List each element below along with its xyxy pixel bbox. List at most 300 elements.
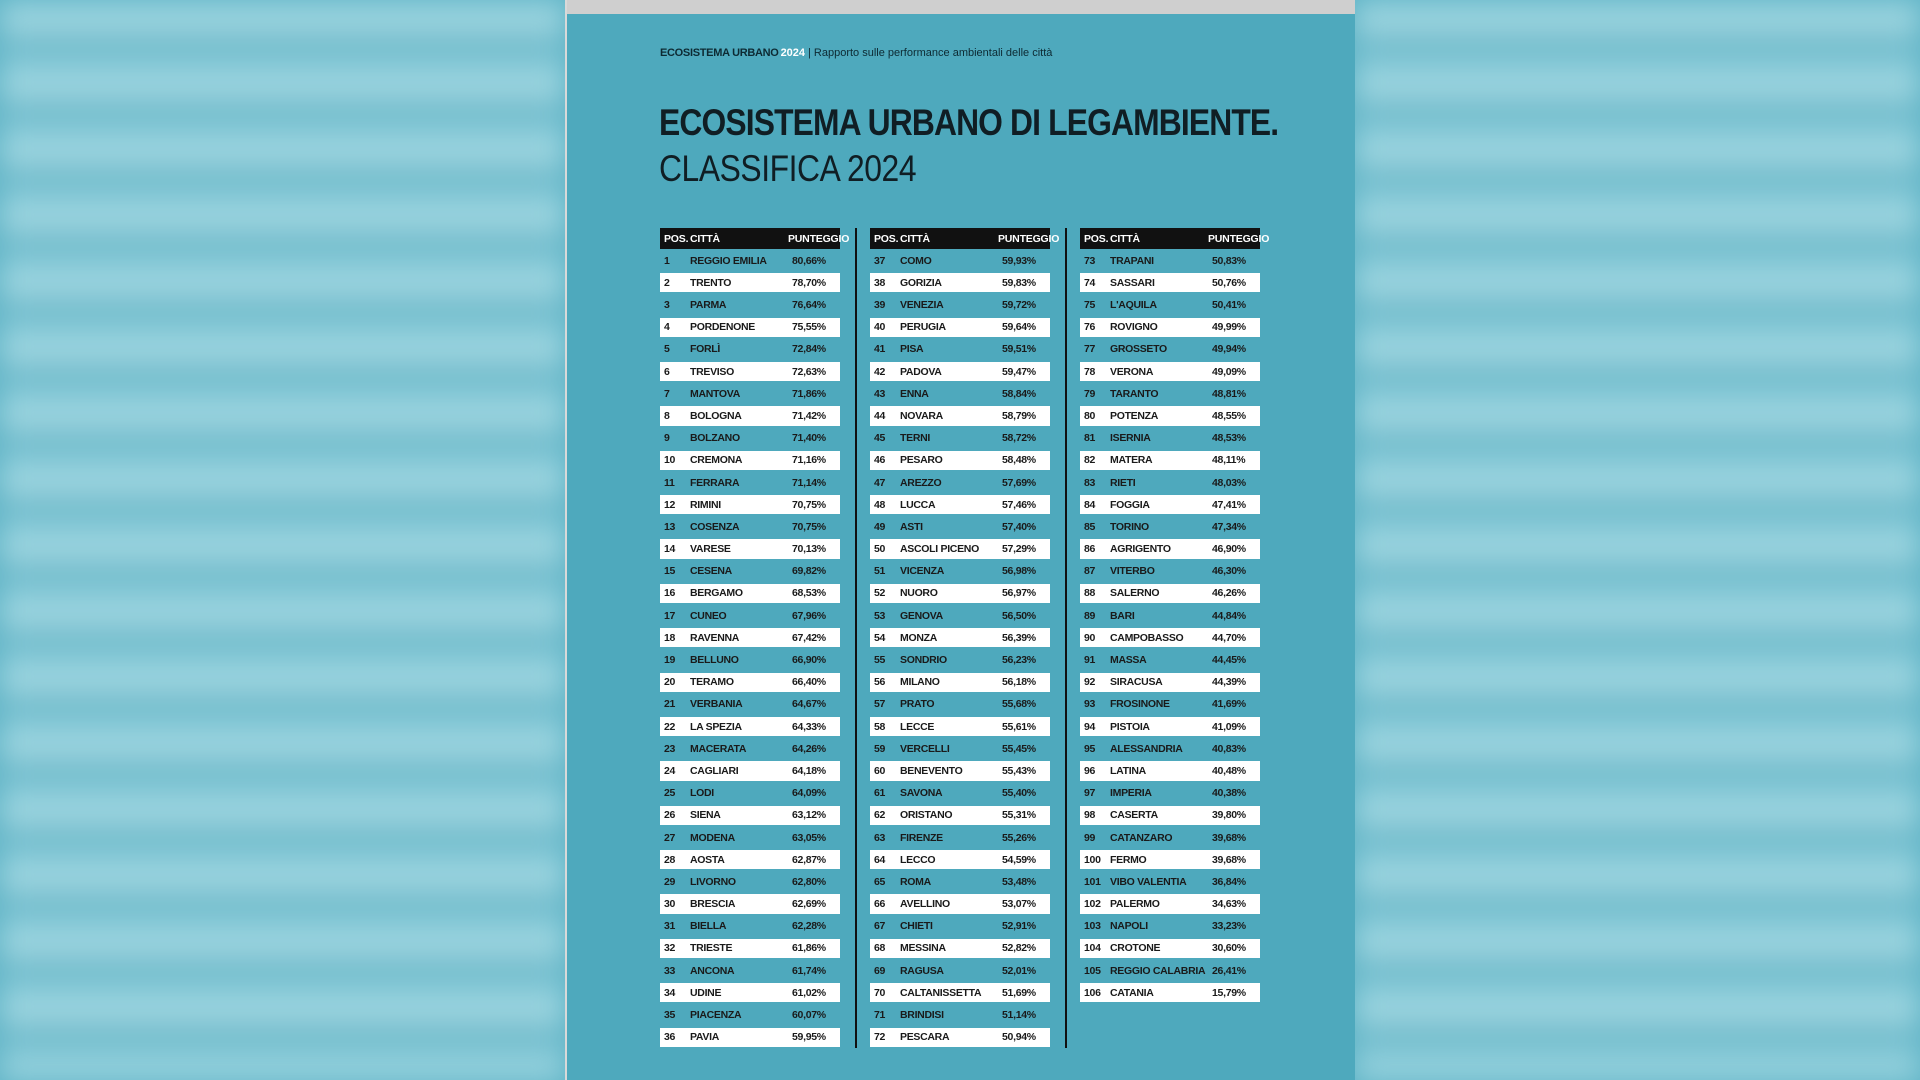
row-score: 56,18%: [1002, 676, 1036, 689]
table-row: [660, 650, 840, 669]
row-city: SASSARI: [1110, 276, 1155, 289]
table-row: [660, 939, 840, 958]
row-position: 32: [664, 942, 676, 955]
row-city: MATERA: [1110, 454, 1153, 467]
row-score: 64,67%: [792, 698, 826, 711]
table-row: [870, 761, 1050, 780]
row-city: TRENTO: [690, 276, 732, 289]
row-city: ROMA: [900, 875, 931, 888]
row-score: 34,63%: [1212, 898, 1246, 911]
row-city: BIELLA: [690, 920, 727, 933]
row-city: MESSINA: [900, 942, 946, 955]
row-score: 48,55%: [1212, 409, 1246, 422]
row-city: VARESE: [690, 543, 731, 556]
row-city: FERMO: [1110, 853, 1147, 866]
row-position: 38: [874, 276, 886, 289]
row-position: 98: [1084, 809, 1096, 822]
table-row: [660, 251, 840, 270]
row-position: 11: [664, 476, 675, 489]
row-city: ENNA: [900, 387, 929, 400]
row-city: FERRARA: [690, 476, 740, 489]
row-city: PADOVA: [900, 365, 942, 378]
row-score: 59,95%: [792, 1031, 826, 1044]
row-city: RAGUSA: [900, 964, 944, 977]
row-position: 24: [664, 764, 676, 777]
page-subtitle: CLASSIFICA 2024: [659, 148, 917, 189]
row-position: 105: [1084, 964, 1101, 977]
row-position: 59: [874, 742, 886, 755]
table-row: [660, 673, 840, 692]
row-score: 62,69%: [792, 898, 826, 911]
table-row: [870, 1028, 1050, 1047]
table-row: [1080, 806, 1260, 825]
row-city: MODENA: [690, 831, 735, 844]
row-score: 57,46%: [1002, 498, 1036, 511]
row-score: 63,05%: [792, 831, 826, 844]
row-score: 70,75%: [792, 498, 826, 511]
table-row: [1080, 273, 1260, 292]
row-score: 69,82%: [792, 565, 826, 578]
row-city: BELLUNO: [690, 654, 739, 667]
table-row: [1080, 318, 1260, 337]
row-position: 49: [874, 520, 886, 533]
table-row: [660, 1005, 840, 1024]
row-score: 47,41%: [1212, 498, 1246, 511]
row-position: 66: [874, 898, 886, 911]
table-row: [1080, 362, 1260, 381]
table-row: [870, 562, 1050, 581]
row-score: 50,83%: [1212, 254, 1246, 267]
table-row: [660, 1028, 840, 1047]
header-pos: POS.: [664, 232, 689, 245]
row-city: NUORO: [900, 587, 938, 600]
row-city: AGRIGENTO: [1110, 543, 1171, 556]
table-row: [870, 539, 1050, 558]
row-position: 33: [664, 964, 676, 977]
row-position: 41: [874, 343, 886, 356]
row-position: 29: [664, 875, 676, 888]
table-row: [1080, 517, 1260, 536]
row-score: 39,68%: [1212, 831, 1246, 844]
row-score: 52,01%: [1002, 964, 1036, 977]
row-city: UDINE: [690, 986, 722, 999]
row-position: 70: [874, 986, 886, 999]
row-position: 60: [874, 764, 886, 777]
row-position: 8: [664, 409, 670, 422]
page-top-bar: [567, 0, 1355, 14]
row-position: 20: [664, 676, 676, 689]
row-city: MONZA: [900, 631, 937, 644]
row-position: 94: [1084, 720, 1096, 733]
table-row: [660, 517, 840, 536]
row-score: 15,79%: [1212, 986, 1246, 999]
row-city: MACERATA: [690, 742, 747, 755]
row-position: 34: [664, 986, 676, 999]
row-city: SIRACUSA: [1110, 676, 1163, 689]
row-city: LECCE: [900, 720, 935, 733]
table-row: [660, 894, 840, 913]
row-city: PORDENONE: [690, 321, 755, 334]
row-city: MANTOVA: [690, 387, 741, 400]
row-score: 57,40%: [1002, 520, 1036, 533]
row-score: 41,09%: [1212, 720, 1246, 733]
row-position: 46: [874, 454, 886, 467]
row-position: 73: [1084, 254, 1096, 267]
row-city: CASERTA: [1110, 809, 1158, 822]
row-city: TRIESTE: [690, 942, 733, 955]
row-score: 68,53%: [792, 587, 826, 600]
row-city: FORLÌ: [690, 343, 720, 356]
row-city: PESARO: [900, 454, 943, 467]
row-city: AVELLINO: [900, 898, 950, 911]
header-pos: POS.: [874, 232, 899, 245]
row-score: 52,82%: [1002, 942, 1036, 955]
row-position: 14: [664, 543, 676, 556]
row-score: 48,53%: [1212, 432, 1246, 445]
row-position: 21: [664, 698, 676, 711]
table-row: [1080, 695, 1260, 714]
table-row: [660, 318, 840, 337]
row-city: GORIZIA: [900, 276, 942, 289]
table-row: [1080, 983, 1260, 1002]
row-score: 57,29%: [1002, 543, 1036, 556]
row-position: 78: [1084, 365, 1096, 378]
row-position: 6: [664, 365, 670, 378]
row-city: MASSA: [1110, 654, 1147, 667]
row-score: 26,41%: [1212, 964, 1246, 977]
row-city: PESCARA: [900, 1031, 950, 1044]
row-position: 64: [874, 853, 886, 866]
header-subtitle: Rapporto sulle performance ambientali delle città: [813, 47, 1053, 59]
table-row: [660, 473, 840, 492]
row-city: ASCOLI PICENO: [900, 543, 979, 556]
row-score: 58,84%: [1002, 387, 1036, 400]
row-city: LODI: [690, 787, 714, 800]
table-row: [1080, 406, 1260, 425]
table-row: [870, 251, 1050, 270]
row-score: 48,03%: [1212, 476, 1246, 489]
table-row: [870, 606, 1050, 625]
row-city: RAVENNA: [690, 631, 740, 644]
row-score: 70,13%: [792, 543, 826, 556]
row-city: TREVISO: [690, 365, 734, 378]
row-city: PIACENZA: [690, 1009, 742, 1022]
table-row: [870, 939, 1050, 958]
row-city: IMPERIA: [1110, 787, 1152, 800]
row-position: 4: [664, 321, 670, 334]
row-position: 79: [1084, 387, 1096, 400]
row-score: 71,40%: [792, 432, 826, 445]
row-score: 76,64%: [792, 299, 826, 312]
row-position: 39: [874, 299, 886, 312]
row-position: 74: [1084, 276, 1096, 289]
row-position: 82: [1084, 454, 1096, 467]
column-divider: [1065, 228, 1067, 1048]
row-city: GENOVA: [900, 609, 943, 622]
row-city: TERAMO: [690, 676, 734, 689]
table-row: [870, 872, 1050, 891]
row-city: PISA: [900, 343, 924, 356]
row-score: 75,55%: [792, 321, 826, 334]
row-score: 50,76%: [1212, 276, 1246, 289]
table-row: [660, 606, 840, 625]
row-score: 67,96%: [792, 609, 826, 622]
row-city: ANCONA: [690, 964, 735, 977]
table-row: [870, 429, 1050, 448]
row-position: 102: [1084, 898, 1101, 911]
row-score: 58,72%: [1002, 432, 1036, 445]
table-row: [660, 872, 840, 891]
row-city: CAMPOBASSO: [1110, 631, 1184, 644]
table-row: [660, 562, 840, 581]
row-position: 10: [664, 454, 676, 467]
row-city: VERBANIA: [690, 698, 743, 711]
ranking-column-2: [870, 228, 1060, 1050]
table-row: [660, 850, 840, 869]
table-header: [660, 228, 850, 249]
row-city: SAVONA: [900, 787, 943, 800]
row-score: 51,69%: [1002, 986, 1036, 999]
row-city: VIBO VALENTIA: [1110, 875, 1187, 888]
row-position: 100: [1084, 853, 1101, 866]
row-position: 69: [874, 964, 886, 977]
row-position: 92: [1084, 676, 1096, 689]
row-score: 39,68%: [1212, 853, 1246, 866]
row-score: 59,93%: [1002, 254, 1036, 267]
table-row: [660, 340, 840, 359]
row-position: 52: [874, 587, 886, 600]
row-position: 101: [1084, 875, 1101, 888]
row-position: 76: [1084, 321, 1096, 334]
row-position: 106: [1084, 986, 1101, 999]
row-city: ORISTANO: [900, 809, 953, 822]
row-city: SIENA: [690, 809, 721, 822]
table-row: [660, 584, 840, 603]
row-score: 63,12%: [792, 809, 826, 822]
table-row: [1080, 894, 1260, 913]
row-position: 80: [1084, 409, 1096, 422]
row-position: 30: [664, 898, 676, 911]
row-score: 50,94%: [1002, 1031, 1036, 1044]
row-position: 84: [1084, 498, 1096, 511]
table-row: [1080, 872, 1260, 891]
column-divider: [855, 228, 857, 1048]
table-row: [870, 784, 1050, 803]
row-score: 52,91%: [1002, 920, 1036, 933]
table-row: [1080, 251, 1260, 270]
row-position: 28: [664, 853, 676, 866]
row-score: 59,83%: [1002, 276, 1036, 289]
row-city: SALERNO: [1110, 587, 1160, 600]
row-city: ISERNIA: [1110, 432, 1151, 445]
row-score: 57,69%: [1002, 476, 1036, 489]
row-position: 56: [874, 676, 886, 689]
row-position: 89: [1084, 609, 1096, 622]
table-row: [660, 961, 840, 980]
table-row: [660, 784, 840, 803]
row-score: 48,81%: [1212, 387, 1246, 400]
row-position: 54: [874, 631, 886, 644]
row-city: REGGIO CALABRIA: [1110, 964, 1206, 977]
row-position: 17: [664, 609, 676, 622]
row-score: 55,68%: [1002, 698, 1036, 711]
row-score: 39,80%: [1212, 809, 1246, 822]
row-city: LA SPEZIA: [690, 720, 742, 733]
row-position: 96: [1084, 764, 1096, 777]
table-row: [870, 273, 1050, 292]
table-row: [870, 318, 1050, 337]
row-score: 61,74%: [792, 964, 826, 977]
table-row: [870, 695, 1050, 714]
table-row: [1080, 473, 1260, 492]
table-row: [660, 806, 840, 825]
row-position: 42: [874, 365, 886, 378]
row-city: NOVARA: [900, 409, 943, 422]
row-city: PERUGIA: [900, 321, 946, 334]
table-row: [870, 917, 1050, 936]
row-score: 64,33%: [792, 720, 826, 733]
table-row: [660, 917, 840, 936]
blurred-background-left: [0, 0, 565, 1080]
row-score: 44,39%: [1212, 676, 1246, 689]
header-city: CITTÀ: [690, 232, 720, 245]
table-row: [870, 673, 1050, 692]
table-row: [870, 961, 1050, 980]
row-city: CALTANISSETTA: [900, 986, 982, 999]
table-row: [870, 894, 1050, 913]
row-city: LUCCA: [900, 498, 936, 511]
row-city: GROSSETO: [1110, 343, 1167, 356]
row-score: 33,23%: [1212, 920, 1246, 933]
table-row: [660, 695, 840, 714]
row-score: 40,38%: [1212, 787, 1246, 800]
header-brand: ECOSISTEMA URBANO: [660, 47, 779, 59]
row-city: PALERMO: [1110, 898, 1160, 911]
table-row: [1080, 828, 1260, 847]
row-position: 67: [874, 920, 886, 933]
row-score: 66,90%: [792, 654, 826, 667]
row-city: BOLOGNA: [690, 409, 742, 422]
row-position: 18: [664, 631, 676, 644]
row-score: 36,84%: [1212, 875, 1246, 888]
row-score: 72,84%: [792, 343, 826, 356]
row-position: 57: [874, 698, 886, 711]
row-city: REGGIO EMILIA: [690, 254, 767, 267]
header-score: PUNTEGGIO: [1208, 232, 1270, 245]
row-score: 56,97%: [1002, 587, 1036, 600]
row-position: 87: [1084, 565, 1096, 578]
row-city: VICENZA: [900, 565, 944, 578]
row-city: ALESSANDRIA: [1110, 742, 1183, 755]
row-position: 22: [664, 720, 676, 733]
table-row: [660, 717, 840, 736]
row-position: 85: [1084, 520, 1096, 533]
row-score: 49,99%: [1212, 321, 1246, 334]
row-city: L'AQUILA: [1110, 299, 1157, 312]
table-row: [870, 362, 1050, 381]
row-position: 15: [664, 565, 676, 578]
row-position: 68: [874, 942, 886, 955]
table-row: [660, 539, 840, 558]
row-score: 49,94%: [1212, 343, 1246, 356]
table-row: [1080, 850, 1260, 869]
blurred-background-right: [1355, 0, 1920, 1080]
row-score: 50,41%: [1212, 299, 1246, 312]
table-row: [870, 473, 1050, 492]
row-city: TERNI: [900, 432, 931, 445]
table-row: [870, 806, 1050, 825]
running-header: [660, 47, 1052, 59]
row-position: 95: [1084, 742, 1096, 755]
row-position: 23: [664, 742, 676, 755]
table-row: [870, 295, 1050, 314]
row-city: CREMONA: [690, 454, 743, 467]
row-score: 41,69%: [1212, 698, 1246, 711]
ranking-column-3: [1080, 228, 1270, 1005]
row-score: 56,23%: [1002, 654, 1036, 667]
row-score: 47,34%: [1212, 520, 1246, 533]
row-score: 66,40%: [792, 676, 826, 689]
table-row: [870, 340, 1050, 359]
row-score: 55,43%: [1002, 764, 1036, 777]
row-city: LIVORNO: [690, 875, 736, 888]
row-score: 71,14%: [792, 476, 826, 489]
row-score: 54,59%: [1002, 853, 1036, 866]
header-year: 2024: [780, 47, 806, 59]
row-position: 45: [874, 432, 886, 445]
table-row: [1080, 650, 1260, 669]
ranking-column-1: [660, 228, 850, 1050]
row-position: 35: [664, 1009, 676, 1022]
row-city: FROSINONE: [1110, 698, 1170, 711]
row-city: SONDRIO: [900, 654, 947, 667]
row-position: 25: [664, 787, 676, 800]
row-position: 53: [874, 609, 886, 622]
table-row: [1080, 939, 1260, 958]
row-position: 58: [874, 720, 886, 733]
row-position: 72: [874, 1031, 886, 1044]
table-row: [870, 451, 1050, 470]
table-row: [1080, 340, 1260, 359]
row-position: 19: [664, 654, 676, 667]
row-position: 93: [1084, 698, 1096, 711]
table-row: [870, 1005, 1050, 1024]
row-position: 26: [664, 809, 676, 822]
row-position: 65: [874, 875, 886, 888]
row-score: 59,51%: [1002, 343, 1036, 356]
row-city: BRESCIA: [690, 898, 736, 911]
row-position: 75: [1084, 299, 1096, 312]
row-score: 46,26%: [1212, 587, 1246, 600]
table-row: [660, 761, 840, 780]
row-position: 40: [874, 321, 886, 334]
table-row: [870, 850, 1050, 869]
row-position: 48: [874, 498, 886, 511]
row-score: 64,18%: [792, 764, 826, 777]
table-row: [1080, 739, 1260, 758]
table-row: [660, 451, 840, 470]
header-city: CITTÀ: [1110, 232, 1140, 245]
row-position: 86: [1084, 543, 1096, 556]
row-city: BRINDISI: [900, 1009, 944, 1022]
row-city: LECCO: [900, 853, 936, 866]
table-row: [1080, 539, 1260, 558]
table-row: [1080, 761, 1260, 780]
row-position: 31: [664, 920, 676, 933]
table-header: [1080, 228, 1270, 249]
row-position: 83: [1084, 476, 1096, 489]
table-row: [1080, 961, 1260, 980]
